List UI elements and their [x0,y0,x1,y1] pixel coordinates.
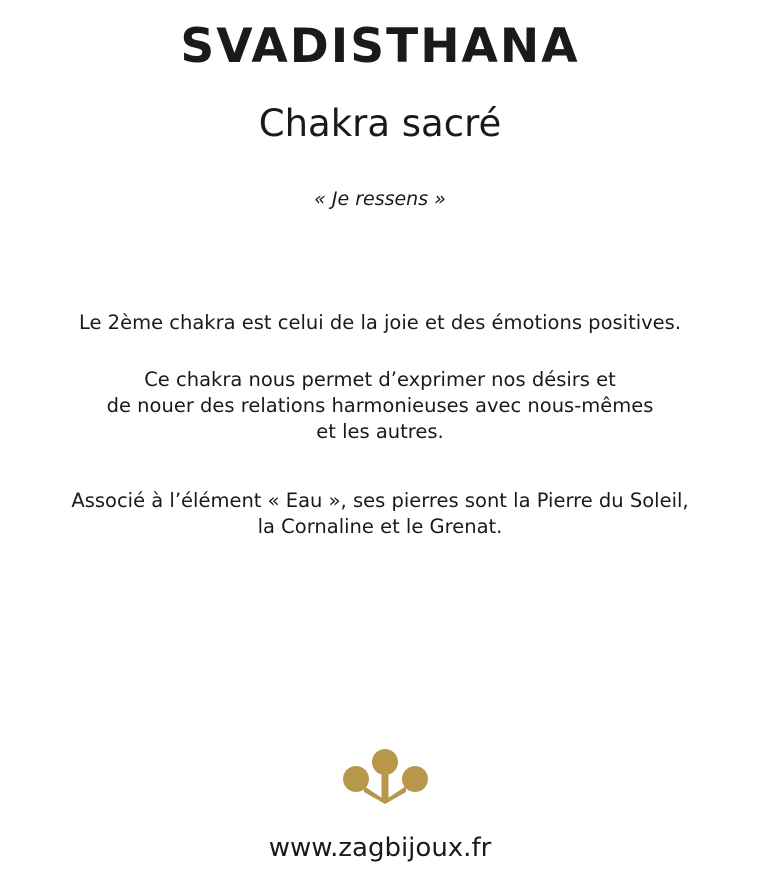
paragraph-line: Associé à l’élément « Eau », ses pierres sont la Pierre du Soleil, [71,489,689,512]
website-link[interactable]: www.zagbijoux.fr [268,833,492,863]
page-title: SVADISTHANA [180,19,580,74]
paragraph-element-stones [0,488,760,540]
paragraph-desires [0,367,760,445]
three-dots-branch-icon [340,746,430,806]
paragraph-line: Le 2ème chakra est celui de la joie et des émotions positives. [78,311,682,334]
paragraph-line: la Cornaline et le Grenat. [257,515,503,538]
paragraph-joy [0,310,760,336]
page-subtitle: Chakra sacré [258,102,502,145]
motto-quote: « Je ressens » [314,188,446,210]
paragraph-line: Ce chakra nous permet d’exprimer nos désirs et [144,368,616,391]
paragraph-line: et les autres. [316,420,444,443]
paragraph-line: de nouer des relations harmonieuses avec nous-mêmes [106,394,654,417]
